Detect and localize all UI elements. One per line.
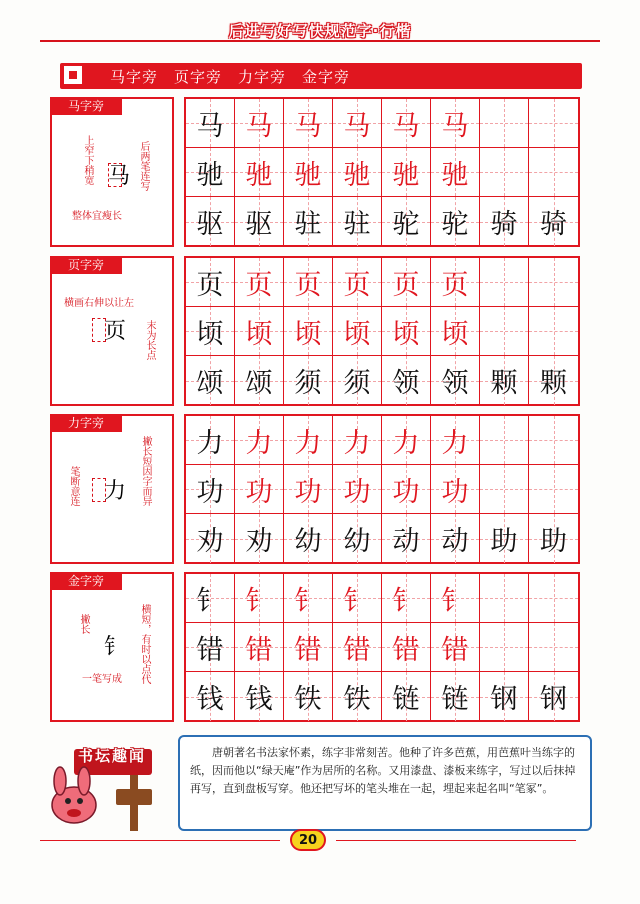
practice-char: 力 <box>392 427 420 459</box>
grid-cell <box>284 465 333 514</box>
practice-char: 钅 <box>343 585 371 617</box>
practice-char: 钱 <box>196 684 224 715</box>
practice-char: 顷 <box>294 318 322 350</box>
book-banner <box>170 18 470 42</box>
grid-cell <box>431 356 480 405</box>
practice-char: 领 <box>392 368 420 399</box>
practice-char: 错 <box>441 634 469 666</box>
practice-char: 颂 <box>196 368 224 399</box>
practice-char: 马 <box>294 110 322 142</box>
panel-label: 金字旁 <box>50 572 122 590</box>
practice-char: 马 <box>441 110 469 142</box>
grid-cell <box>382 197 431 246</box>
practice-char: 驰 <box>441 159 469 191</box>
grid-cell <box>382 465 431 514</box>
practice-char: 幼 <box>294 526 322 557</box>
grid-cell <box>186 148 235 197</box>
practice-char: 错 <box>294 634 322 666</box>
grid-cell <box>480 307 529 356</box>
page-rule-right <box>336 840 576 841</box>
grid-cell <box>529 574 578 623</box>
panel-note: 后两笔连写 <box>138 141 149 191</box>
grid-cell <box>529 356 578 405</box>
practice-char: 功 <box>343 476 371 508</box>
grid-cell <box>235 258 284 307</box>
grid-cell <box>186 307 235 356</box>
grid-cell <box>333 623 382 672</box>
example-char: 页 <box>104 319 127 344</box>
practice-char: 领 <box>441 368 469 399</box>
panel-note: 一笔写成 <box>82 674 122 685</box>
practice-char: 劝 <box>196 526 224 557</box>
grid-cell <box>431 623 480 672</box>
grid-cell <box>431 574 480 623</box>
practice-char: 驰 <box>294 159 322 191</box>
practice-char: 钱 <box>245 684 273 715</box>
practice-char: 幼 <box>343 526 371 557</box>
practice-char: 马 <box>245 110 273 142</box>
grid-cell <box>333 356 382 405</box>
grid-cell <box>480 356 529 405</box>
practice-char: 页 <box>441 269 469 301</box>
practice-char: 钢 <box>540 684 567 715</box>
practice-char: 驰 <box>196 159 224 191</box>
grid-cell <box>284 99 333 148</box>
practice-char: 力 <box>441 427 469 459</box>
panel-note: 整体宜瘦长 <box>72 211 122 222</box>
practice-char: 劝 <box>245 526 273 557</box>
radical-panel-ma <box>50 97 174 247</box>
practice-char: 功 <box>392 476 420 508</box>
practice-char: 须 <box>294 368 322 399</box>
grid-cell <box>529 148 578 197</box>
grid-cell <box>284 574 333 623</box>
grid-cell <box>382 258 431 307</box>
practice-char: 功 <box>441 476 469 508</box>
grid-cell <box>284 197 333 246</box>
grid-cell <box>333 574 382 623</box>
grid-cell <box>431 99 480 148</box>
grid-cell <box>431 307 480 356</box>
panel-note: 末为长点 <box>144 320 155 360</box>
grid-cell <box>186 514 235 563</box>
grid-cell <box>284 258 333 307</box>
practice-char: 力 <box>245 427 273 459</box>
practice-char: 功 <box>196 476 224 508</box>
practice-char: 页 <box>196 269 224 301</box>
grid-cell <box>235 148 284 197</box>
grid-cell <box>333 416 382 465</box>
panel-note: 笔断意连 <box>68 466 79 506</box>
grid-cell <box>284 416 333 465</box>
grid-cell <box>186 197 235 246</box>
practice-char: 驼 <box>441 209 469 240</box>
grid-cell <box>480 514 529 563</box>
panel-label: 页字旁 <box>50 256 122 274</box>
radical-panel-ye <box>50 256 174 406</box>
practice-char: 马 <box>343 110 371 142</box>
example-char: 力 <box>104 479 127 504</box>
grid-cell <box>186 258 235 307</box>
practice-char: 错 <box>196 634 224 666</box>
practice-char: 马 <box>196 110 224 142</box>
grid-cell <box>186 672 235 721</box>
practice-char: 力 <box>343 427 371 459</box>
practice-char: 动 <box>392 526 420 557</box>
panel-note: 撇长短因字而异 <box>140 436 151 506</box>
grid-cell <box>186 574 235 623</box>
practice-char: 钢 <box>490 684 518 715</box>
grid-cell <box>235 623 284 672</box>
grid-cell <box>431 672 480 721</box>
grid-cell <box>382 307 431 356</box>
practice-char: 功 <box>245 476 273 508</box>
grid-cell <box>186 623 235 672</box>
grid-cell <box>235 514 284 563</box>
practice-char: 马 <box>392 110 420 142</box>
grid-cell <box>431 258 480 307</box>
grid-cell <box>284 623 333 672</box>
panel-note: 横短，有时以点代 <box>139 604 150 684</box>
grid-cell <box>529 623 578 672</box>
grid-cell <box>235 574 284 623</box>
practice-char: 动 <box>441 526 469 557</box>
grid-cell <box>186 99 235 148</box>
practice-char: 钅 <box>392 585 420 617</box>
grid-cell <box>284 672 333 721</box>
panel-label: 马字旁 <box>50 97 122 115</box>
grid-cell <box>480 258 529 307</box>
fun-facts-title: 书坛趣闻 <box>78 747 147 765</box>
practice-char: 助 <box>490 526 518 557</box>
radical-panel-li <box>50 414 174 564</box>
grid-cell <box>333 465 382 514</box>
grid-cell <box>529 258 578 307</box>
practice-char: 驰 <box>343 159 371 191</box>
grid-cell <box>480 197 529 246</box>
practice-grid-li <box>184 414 580 564</box>
practice-char: 错 <box>392 634 420 666</box>
practice-char: 顷 <box>245 318 273 350</box>
grid-cell <box>235 465 284 514</box>
practice-char: 钅 <box>294 585 322 617</box>
panel-note: 上窄下稍宽 <box>82 135 93 185</box>
practice-char: 钅 <box>245 585 273 617</box>
practice-char: 铁 <box>343 684 371 715</box>
grid-cell <box>480 148 529 197</box>
practice-char: 错 <box>343 634 371 666</box>
grid-cell <box>333 258 382 307</box>
practice-char: 链 <box>392 684 420 715</box>
story-box <box>178 735 592 831</box>
practice-char: 页 <box>245 269 273 301</box>
practice-char: 顷 <box>441 318 469 350</box>
grid-cell <box>235 197 284 246</box>
grid-cell <box>284 307 333 356</box>
practice-char: 驼 <box>392 209 420 240</box>
grid-cell <box>382 416 431 465</box>
practice-char: 铁 <box>294 684 322 715</box>
grid-cell <box>431 514 480 563</box>
grid-cell <box>529 672 578 721</box>
grid-cell <box>333 307 382 356</box>
chapter-title: 马字旁 页字旁 力字旁 金字旁 <box>110 68 351 86</box>
practice-char: 颗 <box>540 368 567 399</box>
practice-char: 骑 <box>490 209 518 240</box>
grid-cell <box>480 623 529 672</box>
practice-char: 顷 <box>196 318 224 350</box>
grid-cell <box>480 416 529 465</box>
practice-char: 骑 <box>540 209 567 240</box>
grid-cell <box>431 197 480 246</box>
grid-cell <box>529 307 578 356</box>
practice-char: 页 <box>392 269 420 301</box>
grid-cell <box>284 148 333 197</box>
example-char: 钅 <box>104 635 127 660</box>
grid-cell <box>284 356 333 405</box>
practice-char: 钅 <box>441 585 469 617</box>
panel-note: 撇长 <box>78 614 89 634</box>
practice-char: 链 <box>441 684 469 715</box>
grid-cell <box>333 197 382 246</box>
grid-cell <box>431 465 480 514</box>
example-char: 马 <box>108 164 131 189</box>
practice-char: 错 <box>245 634 273 666</box>
grid-cell <box>235 356 284 405</box>
radical-panel-jin <box>50 572 174 722</box>
grid-cell <box>382 148 431 197</box>
grid-cell <box>480 465 529 514</box>
practice-char: 驰 <box>245 159 273 191</box>
grid-cell <box>382 356 431 405</box>
practice-char: 页 <box>343 269 371 301</box>
grid-cell <box>333 99 382 148</box>
grid-cell <box>284 514 333 563</box>
practice-char: 顷 <box>343 318 371 350</box>
practice-char: 助 <box>540 526 567 557</box>
practice-char: 力 <box>294 427 322 459</box>
panel-note: 横画右伸以让左 <box>64 298 134 309</box>
grid-cell <box>235 99 284 148</box>
grid-cell <box>529 514 578 563</box>
practice-char: 页 <box>294 269 322 301</box>
grid-cell <box>382 514 431 563</box>
grid-cell <box>529 416 578 465</box>
practice-char: 力 <box>196 427 224 459</box>
grid-cell <box>480 574 529 623</box>
practice-char: 须 <box>343 368 371 399</box>
grid-cell <box>431 148 480 197</box>
grid-cell <box>186 416 235 465</box>
practice-char: 驰 <box>392 159 420 191</box>
page-rule-left <box>40 840 280 841</box>
grid-cell <box>480 99 529 148</box>
grid-cell <box>235 672 284 721</box>
grid-cell <box>382 99 431 148</box>
story-text: 唐朝著名书法家怀素，练字非常刻苦。他种了许多芭蕉，用芭蕉叶当练字的纸，因而他以“绿天庵”作为居所的名称。又用漆盘、漆板来练字，写过以后抹掉再写，直到盘板写穿。他还把写坏的笔头堆在一起，埋起来起名叫“笔冢”。 <box>190 746 576 795</box>
page-number: 20 <box>298 832 318 848</box>
practice-char: 顷 <box>392 318 420 350</box>
practice-char: 驻 <box>294 209 322 240</box>
grid-cell <box>480 672 529 721</box>
grid-cell <box>235 307 284 356</box>
grid-cell <box>333 148 382 197</box>
practice-char: 驻 <box>343 209 371 240</box>
banner-title: 后进写好写快规范字·行楷 <box>228 21 412 40</box>
grid-cell <box>382 623 431 672</box>
practice-char: 颂 <box>245 368 273 399</box>
grid-cell <box>529 197 578 246</box>
grid-cell <box>235 416 284 465</box>
grid-cell <box>382 574 431 623</box>
practice-char: 驱 <box>196 209 224 240</box>
panel-label: 力字旁 <box>50 414 122 432</box>
grid-cell <box>186 465 235 514</box>
grid-cell <box>529 465 578 514</box>
practice-grid-ye <box>184 256 580 406</box>
grid-cell <box>431 416 480 465</box>
page-number-badge <box>290 829 326 851</box>
grid-cell <box>382 672 431 721</box>
practice-char: 钅 <box>196 585 224 617</box>
grid-cell <box>186 356 235 405</box>
grid-cell <box>529 99 578 148</box>
grid-cell <box>333 672 382 721</box>
grid-cell <box>333 514 382 563</box>
practice-grid-jin <box>184 572 580 722</box>
practice-char: 驱 <box>245 209 273 240</box>
practice-grid-ma <box>184 97 580 247</box>
practice-char: 功 <box>294 476 322 508</box>
practice-char: 颗 <box>490 368 518 399</box>
square-bullet-icon <box>62 64 84 86</box>
